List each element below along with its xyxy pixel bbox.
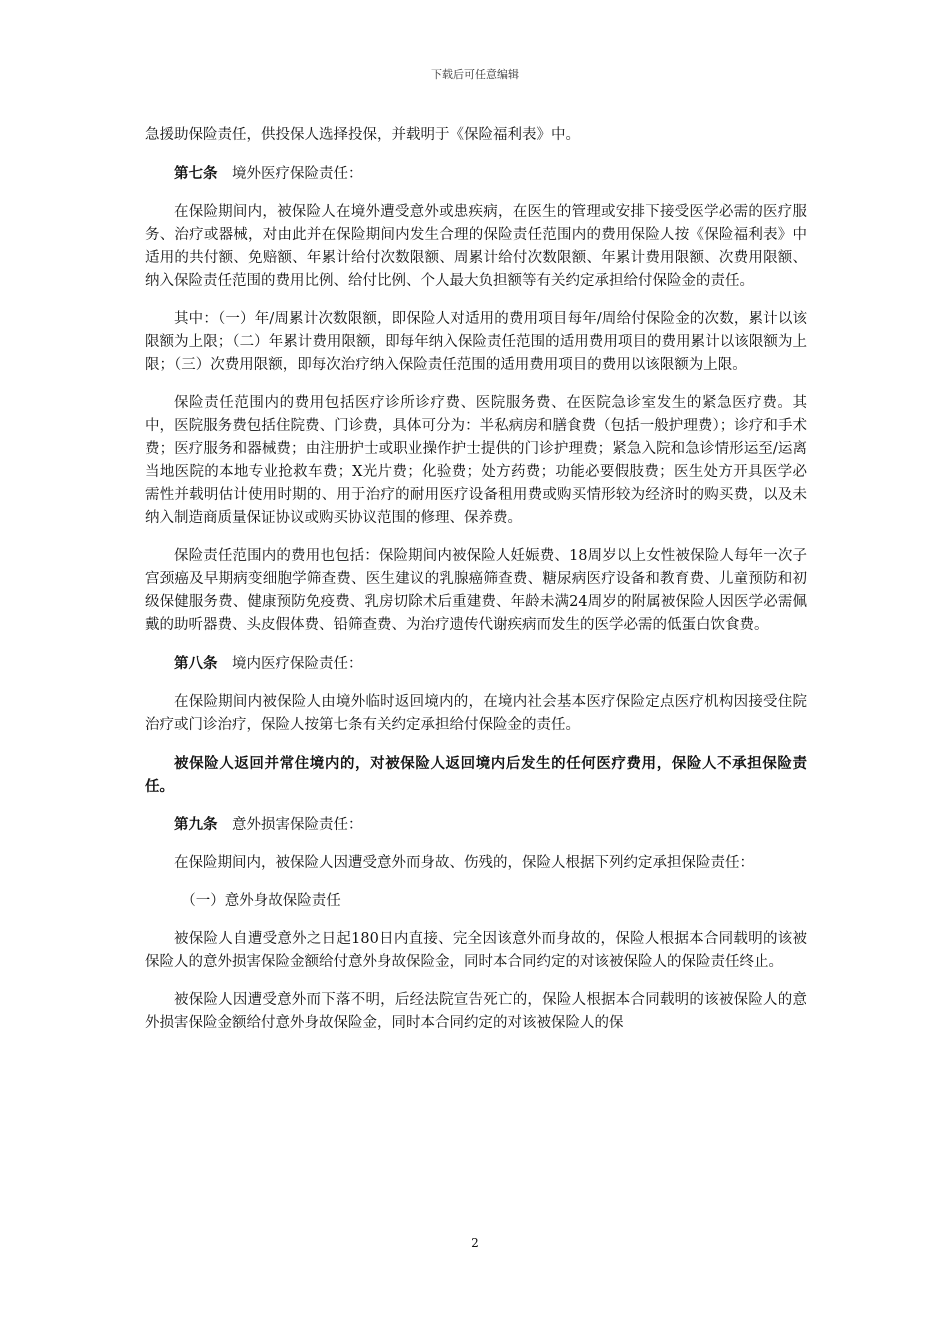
article-number: 第九条: [174, 816, 218, 833]
bold-paragraph: 被保险人返回并常住境内的，对被保险人返回境内后发生的任何医疗费用，保险人不承担保险责任。: [145, 755, 807, 795]
article-7-heading: [145, 162, 807, 186]
paragraph: 急援助保险责任，供投保人选择投保，并载明于《保险福利表》中。: [145, 127, 580, 143]
paragraph: 在保险期间内，被保险人因遭受意外而身故、伤残的，保险人根据下列约定承担保险责任：: [174, 855, 754, 871]
page-number: 2: [471, 1236, 479, 1250]
page-header: 下载后可任意编辑: [431, 68, 519, 81]
paragraph: 保险责任范围内的费用包括医疗诊所诊疗费、医院服务费、在医院急诊室发生的紧急医疗费。其中，医院服务费包括住院费、门诊费，具体可分为：半私病房和膳食费（包括一般护理费）；诊疗和手术费；医疗服务和器械费；由注册护士或职业操作护士提供的门诊护理费；紧急入院和急诊情形运至/运离当地医院的本地专业抢救车费；X光片费；化验费；处方药费；功能必要假肢费；医生处方开具医学必需性并载明估计使用时期的、用于治疗的耐用医疗设备租用费或购买情形较为经济时的购买费，以及未纳入制造商质量保证协议或购买协议范围的修理、保养费。: [145, 395, 807, 526]
paragraph: 被保险人自遭受意外之日起180日内直接、完全因该意外而身故的，保险人根据本合同载明的该被保险人的意外损害保险金额给付意外身故保险金，同时本合同约定的对该被保险人的保险责任终止。: [145, 931, 807, 970]
paragraph: 保险责任范围内的费用也包括：保险期间内被保险人妊娠费、18周岁以上女性被保险人每年一次子宫颈癌及早期病变细胞学筛查费、医生建议的乳腺癌筛查费、糖尿病医疗设备和教育费、儿童预防和初级保健服务费、健康预防免疫费、乳房切除术后重建费、年龄未满24周岁的附属被保险人因医学必需佩戴的助听器费、头皮假体费、铅筛查费、为治疗遗传代谢疾病而发生的医学必需的低蛋白饮食费。: [145, 548, 807, 633]
paragraph: 其中：（一）年/周累计次数限额，即保险人对适用的费用项目每年/周给付保险金的次数，累计以该限额为上限；（二）年累计费用限额，即每年纳入保险责任范围的适用费用项目的费用累计以该限额为上限；（三）次费用限额，即每次治疗纳入保险责任范围的适用费用项目的费用以该限额为上限。: [145, 311, 807, 373]
article-8-heading: [145, 652, 807, 676]
paragraph: 在保险期间内，被保险人在境外遭受意外或患疾病，在医生的管理或安排下接受医学必需的医疗服务、治疗或器械，对由此并在保险期间内发生合理的保险责任范围内的费用保险人按《保险福利表》中适用的共付额、免赔额、年累计给付次数限额、周累计给付次数限额、年累计费用限额、次费用限额、纳入保险责任范围的费用比例、给付比例、个人最大负担额等有关约定承担给付保险金的责任。: [145, 204, 807, 289]
article-title: 意外损害保险责任：: [232, 817, 363, 833]
paragraph: 在保险期间内被保险人由境外临时返回境内的，在境内社会基本医疗保险定点医疗机构因接受住院治疗或门诊治疗，保险人按第七条有关约定承担给付保险金的责任。: [145, 694, 807, 733]
article-number: 第八条: [174, 655, 218, 672]
document-body: [145, 124, 807, 1050]
article-title: 境内医疗保险责任：: [232, 656, 363, 672]
subsection-heading: （一）意外身故保险责任: [181, 893, 341, 909]
article-number: 第七条: [174, 165, 218, 182]
article-title: 境外医疗保险责任：: [232, 166, 363, 182]
paragraph: 被保险人因遭受意外而下落不明，后经法院宣告死亡的，保险人根据本合同载明的该被保险人的意外损害保险金额给付意外身故保险金，同时本合同约定的对该被保险人的保: [145, 992, 807, 1031]
article-9-heading: [145, 813, 807, 837]
